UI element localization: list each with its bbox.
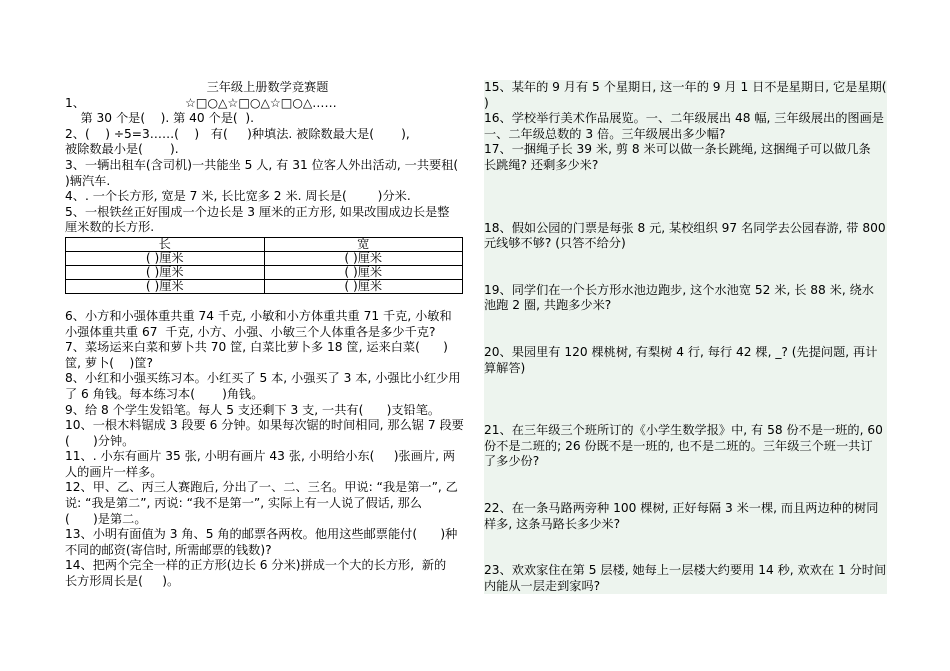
question-23-line-1: 23、欢欢家住在第 5 层楼, 她每上一层楼大约要用 14 秒, 欢欢在 1 分时间 xyxy=(484,563,887,578)
question-6-line-2: 小强体重共重 67 千克, 小方、小强、小敏三个人体重各是多少千克? xyxy=(65,324,436,339)
question-19-line-2: 池跑 2 圈, 共跑多少米? xyxy=(484,298,612,313)
question-18-line-1: 18、假如公园的门票是每张 8 元, 某校组织 97 名同学去公园春游, 带 800 xyxy=(484,220,886,235)
question-14-line-1: 14、把两个完全一样的正方形(边长 6 分米)拼成一个大的长方形, 新的 xyxy=(65,558,447,573)
question-1-line-2: 第 30 个是( ). 第 40 个是( ). xyxy=(65,111,255,126)
question-22-line-2: 样多, 这条马路长多少米? xyxy=(484,516,621,531)
question-5-line-2: 厘米数的长方形. xyxy=(65,220,155,235)
table-row xyxy=(66,265,463,279)
table-row xyxy=(66,279,463,293)
question-2-line-2: 被除数最小是( ). xyxy=(65,142,179,157)
question-21-line-2: 份不是二班的; 26 份既不是一班的, 也不是二班的。三年级三个班一共订 xyxy=(484,438,873,453)
question-2-line-1: 2、( ) ÷5=3……( ) 有( )种填法. 被除数最大是( ), xyxy=(65,126,410,141)
table-header-row xyxy=(66,237,463,251)
question-1 xyxy=(65,96,470,112)
question-7-line-1: 7、菜场运来白菜和萝卜共 70 筐, 白菜比萝卜多 18 筐, 运来白菜( ) xyxy=(65,340,448,355)
table-cell[interactable]: ( )厘米 xyxy=(66,251,265,265)
question-21-line-3: 了多少份? xyxy=(484,454,540,469)
table-cell[interactable]: ( )厘米 xyxy=(264,279,463,293)
question-15-line-2: ) xyxy=(484,95,489,110)
question-23-line-2: 内能从一层走到家吗? xyxy=(484,578,601,593)
question-20-line-1: 20、果园里有 120 棵桃树, 有梨树 4 行, 每行 42 棵, _? (先提问题, 再计 xyxy=(484,344,878,359)
question-12-line-2: 说: “我是第二”, 丙说: “我不是第一”, 实际上有一人说了假话, 那么 xyxy=(65,496,422,511)
question-21-line-1: 21、在三年级三个班所订的《小学生数学报》中, 有 58 份不是一班的, 60 xyxy=(484,423,883,438)
page-title: 三年级上册数学竞赛题 xyxy=(206,80,329,94)
question-16-line-1: 16、学校举行美术作品展览。一、二年级展出 48 幅, 三年级展出的图画是 xyxy=(484,111,884,126)
table-cell[interactable]: ( )厘米 xyxy=(66,265,265,279)
table-cell[interactable]: ( )厘米 xyxy=(264,251,463,265)
question-11-line-2: 人的画片一样多。 xyxy=(65,464,163,479)
question-4: 4、. 一个长方形, 宽是 7 米, 长比宽多 2 米. 周长是( )分米. xyxy=(65,189,411,204)
question-3-line-1: 3、一辆出租车(含司机)一共能坐 5 人, 有 31 位客人外出活动, 一共要租( xyxy=(65,157,459,172)
question-1-pattern: ☆□○△☆□○△☆□○△…… xyxy=(184,95,337,110)
length-width-table xyxy=(65,237,463,294)
question-13-line-2: 不同的邮资(寄信时, 所需邮票的钱数)? xyxy=(65,542,272,557)
question-11-line-1: 11、. 小东有画片 35 张, 小明有画片 43 张, 小明给小东( )张画片, 两 xyxy=(65,449,456,464)
question-16-line-2: 一、二年级总数的 3 倍。三年级展出多少幅? xyxy=(484,126,726,141)
table-header-length: 长 xyxy=(66,237,265,251)
table-header-width: 宽 xyxy=(264,237,463,251)
question-17-line-2: 长跳绳? 还剩多少米? xyxy=(484,157,599,172)
question-10-line-2: ( )分钟。 xyxy=(65,433,135,448)
question-1-number: 1、 xyxy=(65,95,85,110)
question-15-line-1: 15、某年的 9 月有 5 个星期日, 这一年的 9 月 1 日不是星期日, 它是星期( xyxy=(484,80,887,94)
table-cell[interactable]: ( )厘米 xyxy=(264,265,463,279)
question-22-line-1: 22、在一条马路两旁种 100 棵树, 正好每隔 3 米一棵, 而且两边种的树同 xyxy=(484,500,879,515)
question-3-line-2: )辆汽车. xyxy=(65,173,111,188)
question-18-line-2: 元线够不够? (只答不给分) xyxy=(484,236,626,251)
question-14-line-2: 长方形周长是( )。 xyxy=(65,574,180,589)
table-row xyxy=(66,251,463,265)
question-8-line-1: 8、小红和小强买练习本。小红买了 5 本, 小强买了 3 本, 小强比小红少用 xyxy=(65,371,461,386)
question-17-line-1: 17、一捆绳子长 39 米, 剪 8 米可以做一条长跳绳, 这捆绳子可以做几条 xyxy=(484,142,871,157)
right-column xyxy=(484,80,887,594)
table-cell[interactable]: ( )厘米 xyxy=(66,279,265,293)
question-7-line-2: 筐, 萝卜( )筐? xyxy=(65,355,153,370)
question-6-line-1: 6、小方和小强体重共重 74 千克, 小敏和小方体重共重 71 千克, 小敏和 xyxy=(65,308,452,323)
question-10-line-1: 10、一根木料锯成 3 段要 6 分钟。如果每次锯的时间相同, 那么锯 7 段要 xyxy=(65,418,464,433)
question-19-line-1: 19、同学们在一个长方形水池边跑步, 这个水池宽 52 米, 长 88 米, 绕水 xyxy=(484,282,874,297)
question-20-line-2: 算解答) xyxy=(484,360,526,375)
question-12-line-3: ( )是第二。 xyxy=(65,511,147,526)
left-column xyxy=(65,80,470,590)
question-5-line-1: 5、一根铁丝正好围成一个边长是 3 厘米的正方形, 如果改围成边长是整 xyxy=(65,204,450,219)
question-12-line-1: 12、甲、乙、丙三人赛跑后, 分出了一、二、三名。甲说: “我是第一”, 乙 xyxy=(65,480,458,495)
question-13-line-1: 13、小明有面值为 3 角、5 角的邮票各两枚。他用这些邮票能付( )种 xyxy=(65,527,458,542)
question-9: 9、给 8 个学生发铅笔。每人 5 支还剩下 3 支, 一共有( )支铅笔。 xyxy=(65,402,441,417)
question-8-line-2: 了 6 角钱。每本练习本( )角钱。 xyxy=(65,386,264,401)
